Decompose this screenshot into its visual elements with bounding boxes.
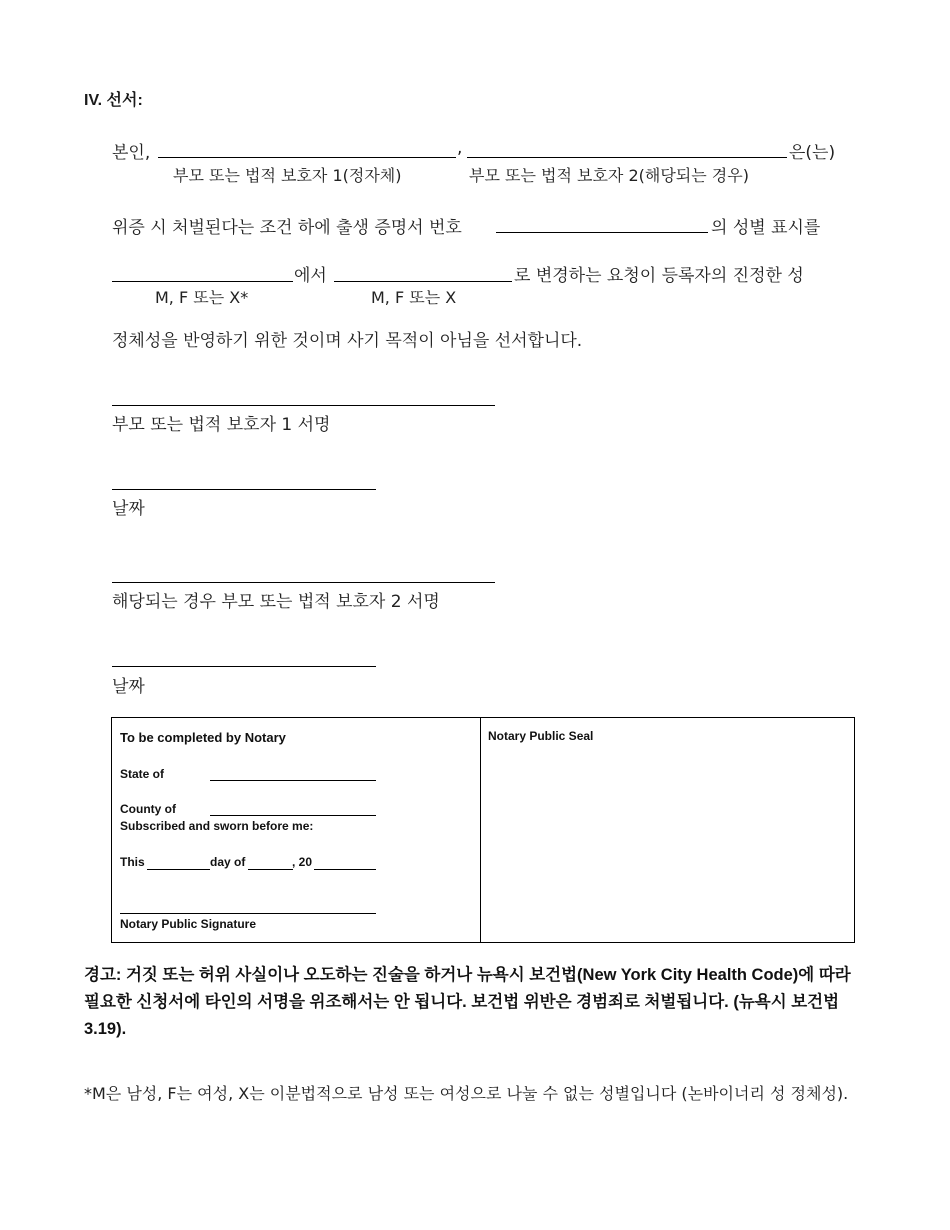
- footnote: *M은 남성, F는 여성, X는 이분법적으로 남성 또는 여성으로 나눌 수 없는 성별입니다 (논바이너리 성 정체성).: [84, 1084, 849, 1103]
- gender-marker-text: 의 성별 표시를: [711, 218, 821, 238]
- subscribed-label: Subscribed and sworn before me:: [120, 819, 314, 833]
- date1-line[interactable]: [112, 489, 376, 490]
- guardian2-label: 부모 또는 법적 보호자 2(해당되는 경우): [469, 166, 749, 185]
- change-request-text: 로 변경하는 요청이 등록자의 진정한 성: [514, 266, 804, 286]
- guardian2-signature-line[interactable]: [112, 582, 495, 583]
- year-field[interactable]: [314, 869, 376, 870]
- month-field[interactable]: [248, 869, 293, 870]
- this-label: This: [120, 855, 145, 869]
- notary-title: To be completed by Notary: [120, 730, 286, 745]
- date1-label: 날짜: [112, 499, 145, 519]
- guardian1-label: 부모 또는 법적 보호자 1(정자체): [173, 166, 402, 185]
- notary-seal-label: Notary Public Seal: [488, 729, 594, 743]
- notary-box: [111, 717, 855, 943]
- state-of-field[interactable]: [210, 780, 376, 781]
- year-prefix: , 20: [292, 855, 313, 869]
- declaration-suffix: 은(는): [789, 143, 836, 163]
- to-gender-field[interactable]: [334, 281, 512, 282]
- certificate-number-field[interactable]: [496, 232, 708, 233]
- date2-line[interactable]: [112, 666, 376, 667]
- guardian1-signature-line[interactable]: [112, 405, 495, 406]
- warning-text: 경고: 거짓 또는 허위 사실이나 오도하는 진술을 하거나 뉴욕시 보건법(New York City Health Code)에 따라 필요한 신청서에 타인의 서명을 위조해서는 안 됩니다. 보건법 위반은 경범죄로 처벌됩니다. (뉴욕시 보건법 3.19).: [84, 966, 851, 1038]
- from-gender-label: M, F 또는 X*: [155, 288, 249, 307]
- county-of-field[interactable]: [210, 815, 376, 816]
- day-of-label: day of: [210, 855, 246, 869]
- certificate-number-text: 위증 시 처벌된다는 조건 하에 출생 증명서 번호: [112, 218, 462, 238]
- guardian1-signature-label: 부모 또는 법적 보호자 1 서명: [112, 415, 331, 435]
- from-text: 에서: [294, 266, 327, 286]
- guardian2-signature-label: 해당되는 경우 부모 또는 법적 보호자 2 서명: [112, 592, 440, 612]
- to-gender-label: M, F 또는 X: [371, 288, 457, 307]
- county-of-label: County of: [120, 802, 176, 816]
- guardian1-name-field[interactable]: [158, 157, 456, 158]
- notary-signature-label: Notary Public Signature: [120, 917, 257, 931]
- section-heading: IV. 선서:: [84, 92, 143, 109]
- notary-divider: [480, 718, 481, 942]
- declaration-closing: 정체성을 반영하기 위한 것이며 사기 목적이 아님을 선서합니다.: [112, 331, 583, 351]
- state-of-label: State of: [120, 767, 165, 781]
- comma: ,: [457, 138, 463, 158]
- guardian2-name-field[interactable]: [467, 157, 787, 158]
- date2-label: 날짜: [112, 677, 145, 697]
- from-gender-field[interactable]: [112, 281, 293, 282]
- notary-signature-line[interactable]: [120, 913, 376, 914]
- declaration-prefix: 본인,: [112, 143, 151, 163]
- day-field[interactable]: [147, 869, 210, 870]
